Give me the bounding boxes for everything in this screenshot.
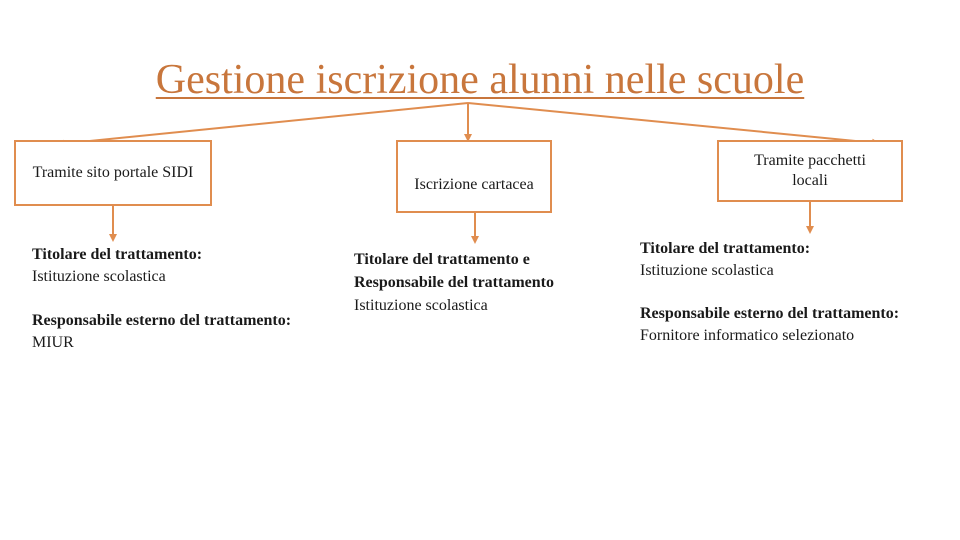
branch-box-sidi [14, 140, 212, 206]
branch-label-sidi: Tramite sito portale SIDI [32, 164, 194, 181]
connector-left [60, 103, 468, 144]
pacchetti-titolare [640, 238, 810, 282]
cartacea-titolare [354, 248, 554, 317]
sidi-responsabile-head: Responsabile esterno del trattamento: [32, 312, 292, 329]
sidi-responsabile-body: MIUR [32, 334, 74, 351]
sidi-responsabile [32, 310, 291, 354]
branch-label-pacchetti-line1: Tramite pacchetti [754, 152, 866, 169]
connector-right [468, 103, 876, 143]
pacchetti-responsabile [640, 303, 899, 347]
diagram-title: Gestione iscrizione alunni nelle scuole [155, 57, 805, 103]
pacchetti-titolare-head: Titolare del trattamento: [640, 240, 811, 257]
cartacea-titolare-head: Titolare del trattamento e [354, 251, 530, 268]
sidi-titolare [32, 244, 202, 288]
cartacea-titolare-body: Istituzione scolastica [354, 297, 488, 314]
branch-box-cartacea [396, 140, 552, 213]
branch-label-pacchetti-line2: locali [792, 172, 828, 189]
branch-box-pacchetti [717, 140, 903, 202]
sidi-titolare-head: Titolare del trattamento: [32, 246, 203, 263]
sidi-titolare-body: Istituzione scolastica [32, 268, 166, 285]
pacchetti-responsabile-body: Fornitore informatico selezionato [640, 327, 855, 344]
pacchetti-responsabile-head: Responsabile esterno del trattamento: [640, 305, 900, 322]
branch-label-cartacea: Iscrizione cartacea [414, 175, 534, 193]
pacchetti-titolare-body: Istituzione scolastica [640, 262, 774, 279]
cartacea-responsabile-head: Responsabile del trattamento [354, 274, 554, 291]
